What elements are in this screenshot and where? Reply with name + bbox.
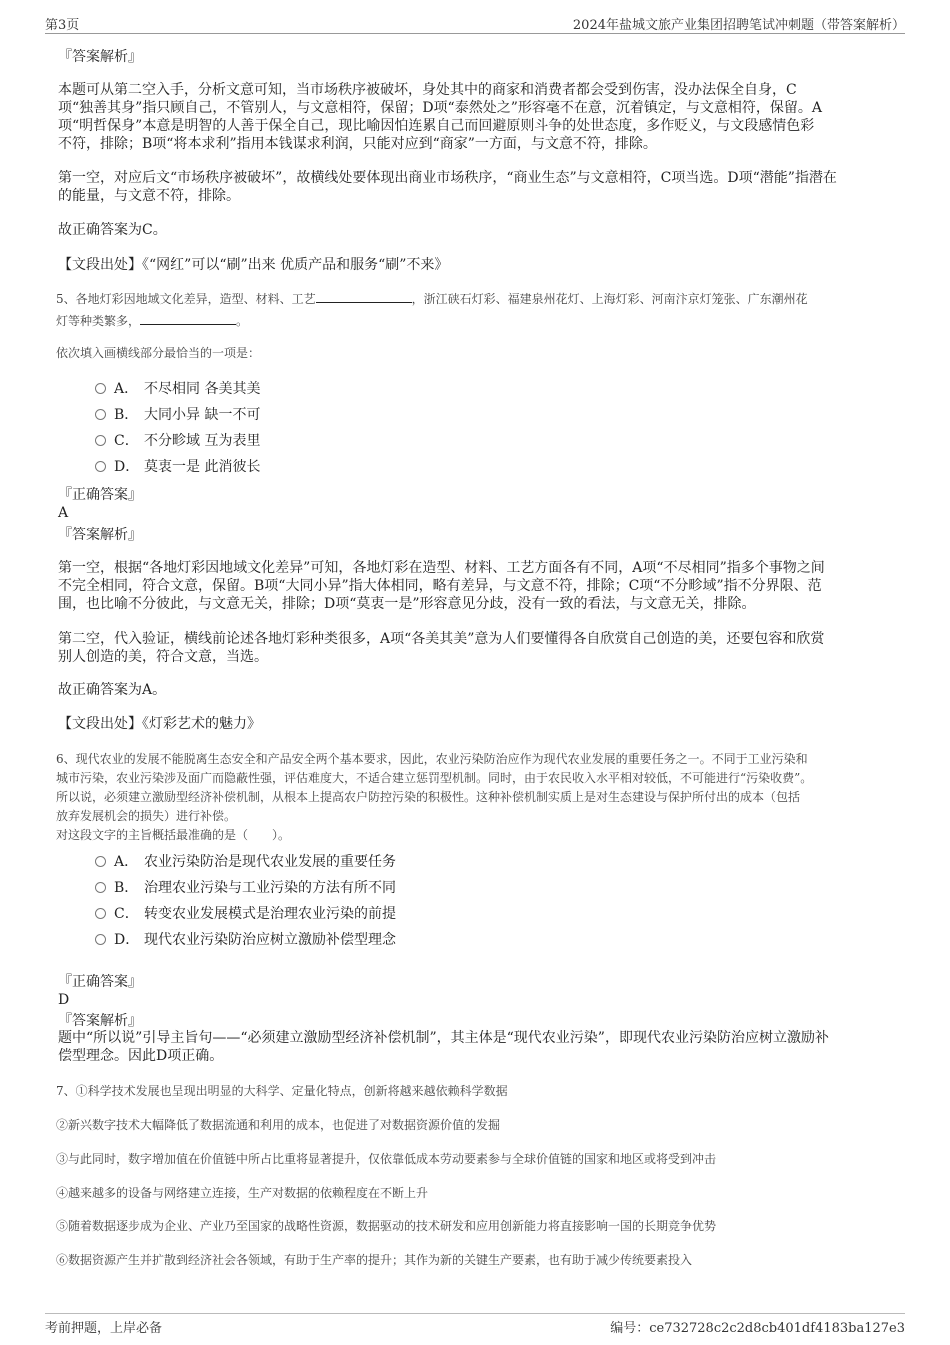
answer-blank bbox=[140, 313, 236, 325]
q7-item: ⑤随着数据逐步成为企业、产业乃至国家的战略性资源，数据驱动的技术研发和应用创新能力将直接影响一国的长期竞争优势 bbox=[56, 1219, 717, 1233]
q6-stem-line: 放弃发展机会的损失）进行补偿。 bbox=[56, 809, 237, 823]
q6-analysis-label: 『答案解析』 bbox=[58, 1013, 142, 1029]
q5-analysis-line: 别人创造的美，符合文意，当选。 bbox=[58, 649, 268, 665]
q6-stem-line: 城市污染，农业污染涉及面广而隐蔽性强，评估难度大，不适合建立惩罚型机制。同时，由于农民收入水平相对较低，不可能进行“污染收费”。 bbox=[56, 771, 813, 785]
q4-source: 【文段出处】《“网红”可以“刷”出来 优质产品和服务“刷”不来》 bbox=[58, 257, 449, 273]
radio-icon[interactable] bbox=[95, 383, 106, 394]
q5-answer-label: 『正确答案』 bbox=[58, 487, 142, 503]
q5-option-c[interactable]: C． 不分畛域 互为表里 bbox=[95, 431, 260, 451]
q6-prompt: 对这段文字的主旨概括最准确的是（ ）。 bbox=[56, 828, 291, 842]
q4-analysis-label: 『答案解析』 bbox=[58, 49, 142, 65]
q4-analysis-line: 本题可从第二空入手，分析文意可知，当市场秩序被破坏，身处其中的商家和消费者都会受到伤害，没办法保全自身，C bbox=[58, 82, 797, 98]
radio-icon[interactable] bbox=[95, 882, 106, 893]
q4-analysis-line: 项“明哲保身”本意是明智的人善于保全自己，现比喻因怕连累自己而回避原则斗争的处世态度，多作贬义，与文段感情色彩 bbox=[58, 118, 815, 134]
radio-icon[interactable] bbox=[95, 908, 106, 919]
radio-icon[interactable] bbox=[95, 409, 106, 420]
q5-stem: 5、各地灯彩因地域文化差异，造型、材料、工艺 ，浙江硖石灯彩、福建泉州花灯、上海灯彩、河南汴京灯笼张、广东潮州花 bbox=[56, 292, 808, 306]
page-footer bbox=[45, 1313, 905, 1335]
q4-analysis-line: 的能量，与文意不符，排除。 bbox=[58, 188, 240, 204]
q5-option-b[interactable]: B． 大同小异 缺一不可 bbox=[95, 405, 260, 425]
q6-option-a[interactable]: A． 农业污染防治是现代农业发展的重要任务 bbox=[95, 852, 396, 872]
q4-analysis-line: 不符，排除；B项“将本求利”指用本钱谋求利润，只能对应到“商家”一方面，与文意不符，排除。 bbox=[58, 136, 657, 152]
page-header bbox=[45, 12, 905, 34]
q5-source: 【文段出处】《灯彩艺术的魅力》 bbox=[58, 716, 261, 732]
q6-stem-line: 6、现代农业的发展不能脱离生态安全和产品安全两个基本要求，因此，农业污染防治应作为现代农业发展的重要任务之一。不同于工业污染和 bbox=[56, 752, 808, 766]
q5-option-a[interactable]: A． 不尽相同 各美其美 bbox=[95, 379, 260, 399]
q6-option-d[interactable]: D． 现代农业污染防治应树立激励补偿型理念 bbox=[95, 930, 396, 950]
page-number: 第3页 bbox=[45, 18, 80, 33]
q5-analysis-label: 『答案解析』 bbox=[58, 527, 142, 543]
q6-analysis-line: 偿型理念。因此D项正确。 bbox=[58, 1048, 224, 1064]
answer-blank bbox=[316, 291, 412, 303]
document-title: 2024年盐城文旅产业集团招聘笔试冲刺题（带答案解析） bbox=[572, 18, 905, 33]
q7-item: 7、①科学技术发展也呈现出明显的大科学、定量化特点，创新将越来越依赖科学数据 bbox=[56, 1084, 508, 1098]
q6-option-b[interactable]: B． 治理农业污染与工业污染的方法有所不同 bbox=[95, 878, 396, 898]
q7-item: ④越来越多的设备与网络建立连接，生产对数据的依赖程度在不断上升 bbox=[56, 1186, 429, 1200]
radio-icon[interactable] bbox=[95, 435, 106, 446]
q5-conclusion: 故正确答案为A。 bbox=[58, 682, 167, 698]
radio-icon[interactable] bbox=[95, 461, 106, 472]
q7-item: ③与此同时，数字增加值在价值链中所占比重将显著提升，仅依靠低成本劳动要素参与全球价值链的国家和地区或将受到冲击 bbox=[56, 1152, 717, 1166]
radio-icon[interactable] bbox=[95, 934, 106, 945]
q6-analysis-line: 题中“所以说”引导主旨句——“必须建立激励型经济补偿机制”，其主体是“现代农业污染”，即现代农业污染防治应树立激励补 bbox=[58, 1030, 829, 1046]
q5-prompt: 依次填入画横线部分最恰当的一项是： bbox=[56, 346, 261, 360]
q7-item: ⑥数据资源产生并扩散到经济社会各领域，有助于生产率的提升；其作为新的关键生产要素，也有助于减少传统要素投入 bbox=[56, 1253, 693, 1267]
radio-icon[interactable] bbox=[95, 856, 106, 867]
q5-option-d[interactable]: D． 莫衷一是 此消彼长 bbox=[95, 457, 260, 477]
q5-answer: A bbox=[58, 505, 69, 521]
footer-slogan: 考前押题，上岸必备 bbox=[45, 1321, 163, 1336]
document-code: 编号：ce732728c2c2d8cb401df4183ba127e3 bbox=[610, 1321, 905, 1336]
q5-analysis-line: 围，也比喻不分彼此，与文意无关，排除；D项“莫衷一是”形容意见分歧，没有一致的看法，与文意无关，排除。 bbox=[58, 596, 756, 612]
q5-analysis-line: 第二空，代入验证，横线前论述各地灯彩种类很多，A项“各美其美”意为人们要懂得各自欣赏自己创造的美，还要包容和欣赏 bbox=[58, 631, 825, 647]
q5-stem: 灯等种类繁多， 。 bbox=[56, 314, 249, 328]
q4-conclusion: 故正确答案为C。 bbox=[58, 222, 167, 238]
q6-answer: D bbox=[58, 992, 70, 1008]
q6-option-c[interactable]: C． 转变农业发展模式是治理农业污染的前提 bbox=[95, 904, 396, 924]
q6-stem-line: 所以说，必须建立激励型经济补偿机制，从根本上提高农户防控污染的积极性。这种补偿机制实质上是对生态建设与保护所付出的成本（包括 bbox=[56, 790, 801, 804]
q5-analysis-line: 不完全相同，符合文意，保留。B项“大同小异”指大体相同，略有差异，与文意不符，排除；C项“不分畛域”指不分界限、范 bbox=[58, 578, 822, 594]
q5-analysis-line: 第一空，根据“各地灯彩因地域文化差异”可知，各地灯彩在造型、材料、工艺方面各有不同，A项“不尽相同”指多个事物之间 bbox=[58, 560, 825, 576]
q4-analysis-line: 第一空，对应后文“市场秩序被破坏”，故横线处要体现出商业市场秩序，“商业生态”与文意相符，C项当选。D项“潜能”指潜在 bbox=[58, 170, 837, 186]
q6-answer-label: 『正确答案』 bbox=[58, 974, 142, 990]
q4-analysis-line: 项“独善其身”指只顾自己，不管别人，与文意相符，保留；D项“泰然处之”形容毫不在意，沉着镇定，与文意相符，保留。A bbox=[58, 100, 822, 116]
q7-item: ②新兴数字技术大幅降低了数据流通和利用的成本，也促进了对数据资源价值的发掘 bbox=[56, 1118, 501, 1132]
